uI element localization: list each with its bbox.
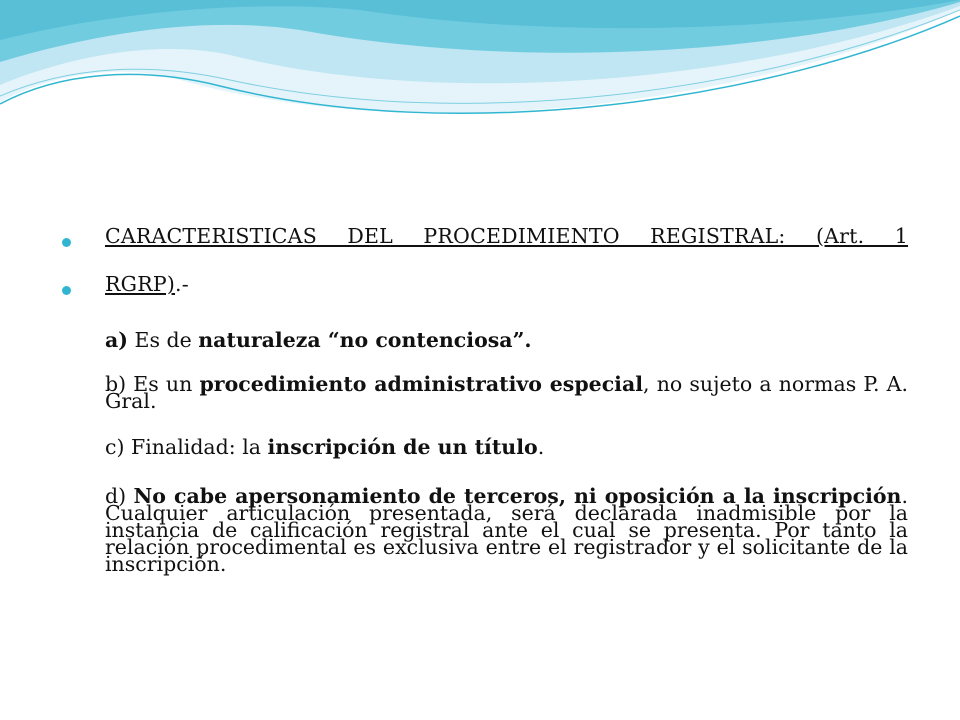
heading-ref: RGRP) [105, 272, 176, 296]
heading-line-1: CARACTERISTICAS DEL PROCEDIMIENTO REGISTRAL: (Art. 1 [105, 224, 908, 248]
heading-line-2 [105, 272, 908, 296]
item-c [62, 435, 908, 459]
heading-bullet-2 [62, 272, 908, 308]
item-c-text1: c) Finalidad: la [105, 435, 268, 459]
item-d-bold: No cabe apersonamiento de terceros, ni oposición a la inscripción [133, 484, 902, 508]
item-b [62, 372, 908, 413]
heading-bullet-1 [62, 224, 908, 276]
item-c-bold: inscripción de un título [267, 435, 538, 459]
header-wave-decoration [0, 0, 960, 130]
item-d-text1: d) [105, 484, 134, 508]
item-d [62, 484, 908, 576]
item-a-bold: naturaleza “no contenciosa”. [198, 328, 532, 352]
heading-suffix: .- [175, 272, 189, 296]
item-d-text2: . Cualquier articulación presentada, será declarada inadmisible por la instancia de calificación registral ante el cual se presenta. Por tanto la relación procedimental es exclusiva entre el registrador y el solicitante de la inscripción. [105, 484, 908, 576]
bullet-icon [62, 238, 71, 247]
slide-content [62, 224, 908, 576]
item-a-text: Es de [127, 328, 199, 352]
item-b-bold: procedimiento administrativo especial [199, 372, 644, 396]
bullet-icon [62, 286, 71, 295]
item-a-label: a) [105, 328, 128, 352]
item-b-text1: b) Es un [105, 372, 200, 396]
item-c-text2: . [537, 435, 545, 459]
item-a [62, 328, 908, 352]
item-b-text2: , no sujeto a normas P. A. Gral. [105, 372, 908, 413]
